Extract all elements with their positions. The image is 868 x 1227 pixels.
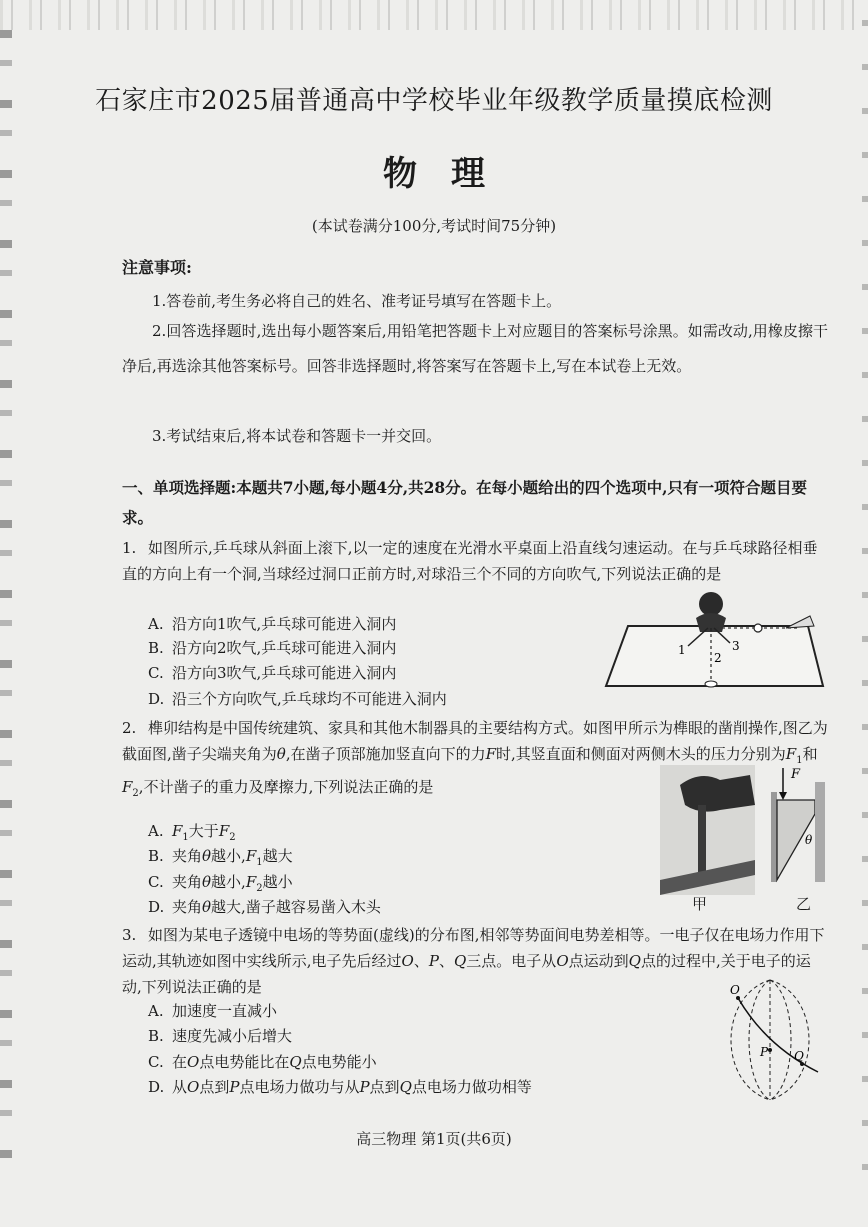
q2-option-b-label: B. <box>148 847 164 865</box>
label-dir-1: 1 <box>678 643 686 657</box>
q1-option-d-label: D. <box>148 690 165 708</box>
f2-symbol: F <box>122 778 133 796</box>
question-2-stem-1: 榫卯结构是中国传统建筑、家具和其他木制器具的主要结构方式。如图甲所示为榫眼的凿削操作,图乙为截面图,凿子尖端夹角为 <box>122 719 828 763</box>
question-3-stem-6: 点的过程中,关于电子的运动,下列说法正确的是 <box>122 952 811 996</box>
q2-option-d-pre: 夹角 <box>172 898 203 916</box>
q2-option-a-sub2: 2 <box>229 832 236 843</box>
q2-option-b-sub2: 1 <box>256 857 263 868</box>
slope <box>786 616 814 628</box>
q2-option-c-pre: 夹角 <box>172 873 203 891</box>
q3-option-d-v3: P <box>359 1078 370 1096</box>
q3-option-d[interactable] <box>148 1074 532 1100</box>
q3-option-d-post: 点电场力做功相等 <box>411 1078 532 1096</box>
q2-option-c-var: θ <box>202 873 212 891</box>
question-3-number: 3. <box>122 926 137 944</box>
q3-option-c-label: C. <box>148 1053 164 1071</box>
q1-option-a-label: A. <box>148 615 164 633</box>
label-jia: 甲 <box>692 895 708 913</box>
q3-option-a[interactable] <box>148 998 277 1024</box>
f1-subscript: 1 <box>796 755 803 766</box>
exam-info: (本试卷满分100分,考试时间75分钟) <box>311 217 557 235</box>
q2-option-c-sub2: 2 <box>256 883 263 894</box>
q3-option-d-label: D. <box>148 1078 165 1096</box>
electron-trajectory <box>738 998 818 1072</box>
force-label: F <box>791 767 801 782</box>
question-1-stem: 如图所示,乒乓球从斜面上滚下,以一定的速度在光滑水平桌面上沿直线匀速运动。在与乒乓球路径相垂直的方向上有一个洞,当球经过洞口正前方时,对球沿三个不同的方向吹气,下列说法正确的是 <box>122 539 818 583</box>
q3-option-d-v4: Q <box>399 1078 412 1096</box>
q3-option-d-pre: 从 <box>172 1078 188 1096</box>
q1-option-c-text: 沿方向3吹气,乒乓球可能进入洞内 <box>172 664 397 682</box>
point-p: P <box>428 952 439 970</box>
q3-option-d-v2: P <box>229 1078 240 1096</box>
q1-option-d[interactable] <box>148 686 447 712</box>
q2-figure-jia <box>660 765 755 895</box>
label-dir-2: 2 <box>714 651 722 665</box>
q2-option-d-label: D. <box>148 898 165 916</box>
q2-option-c-var2: F <box>245 873 257 891</box>
q3-option-c[interactable] <box>148 1049 377 1075</box>
scan-noise-right <box>862 20 868 1200</box>
q2-option-b-post: 越大 <box>262 847 293 865</box>
question-2-stem-3: 时,其竖直面和侧面对两侧木头的压力分别为 <box>496 745 786 763</box>
point-o: O <box>401 952 414 970</box>
q3-option-c-post: 点电势能小 <box>301 1053 377 1071</box>
q3-option-c-pre: 在 <box>172 1053 188 1071</box>
hands <box>680 775 755 812</box>
ping-pong-ball <box>754 624 762 632</box>
notice-item-2: 2.回答选择题时,选出每小题答案后,用铅笔把答题卡上对应题目的答案标号涂黑。如需改动,用橡皮擦干净后,再选涂其他答案标号。回答非选择题时,将答案写在答题卡上,写在本试卷上无效。 <box>122 322 828 375</box>
q1-figure-table <box>598 588 828 710</box>
q3-option-c-v2: Q <box>289 1053 302 1071</box>
label-p: P <box>760 1045 769 1059</box>
q1-option-b-label: B. <box>148 639 164 657</box>
equipotential-5 <box>770 980 809 1100</box>
q2-option-d-var: θ <box>202 898 212 916</box>
subject-title: 物理 <box>383 154 519 194</box>
q3-option-a-text: 加速度一直减小 <box>172 1002 278 1020</box>
f2-subscript: 2 <box>132 788 139 799</box>
question-2-stem-2: ,在凿子顶部施加竖直向下的力 <box>285 745 486 763</box>
q3-option-d-v1: O <box>187 1078 200 1096</box>
scan-noise-left <box>0 30 12 1180</box>
question-1-number: 1. <box>122 539 137 557</box>
q1-option-a-text: 沿方向1吹气,乒乓球可能进入洞内 <box>172 615 397 633</box>
q2-option-b-pre: 夹角 <box>172 847 203 865</box>
hole <box>705 681 717 687</box>
question-2-stem-4: 和 <box>802 745 818 763</box>
exam-title: 石家庄市2025届普通高中学校毕业年级教学质量摸底检测 <box>95 86 773 116</box>
q2-option-c-label: C. <box>148 873 164 891</box>
angle-label: θ <box>805 833 813 847</box>
right-wood <box>815 782 825 882</box>
q3-option-a-label: A. <box>148 1002 164 1020</box>
q3-figure-equipotential <box>708 976 832 1104</box>
q2-option-a-var: F <box>172 822 183 840</box>
equipotential-lines <box>731 980 809 1100</box>
notice-title: 注意事项: <box>122 258 192 277</box>
q3-option-b-label: B. <box>148 1027 164 1045</box>
person-head <box>699 592 723 616</box>
question-3-stem-2: 、 <box>413 952 429 970</box>
q3-option-b[interactable] <box>148 1023 292 1049</box>
q3-option-d-mid2: 点电场力做功与从 <box>239 1078 360 1096</box>
q2-option-b-var2: F <box>245 847 257 865</box>
q1-option-c-label: C. <box>148 664 164 682</box>
q2-option-a-sub: 1 <box>182 832 189 843</box>
chisel <box>698 805 706 875</box>
question-2-stem-5: ,不计凿子的重力及摩擦力,下列说法正确的是 <box>138 778 434 796</box>
theta-symbol: θ <box>276 745 286 763</box>
point-q: Q <box>453 952 467 970</box>
force-arrowhead <box>779 792 787 800</box>
q2-option-b-mid: 越小, <box>211 847 246 865</box>
label-yi: 乙 <box>796 895 812 913</box>
label-q: Q <box>794 1049 804 1063</box>
q2-option-c-mid: 越小, <box>211 873 246 891</box>
q3-option-d-mid3: 点到 <box>369 1078 400 1096</box>
f1-symbol: F <box>785 745 797 763</box>
q1-option-c[interactable] <box>148 660 396 686</box>
q2-option-b-var: θ <box>202 847 212 865</box>
point-o-2: O <box>556 952 569 970</box>
equipotential-2 <box>749 980 770 1100</box>
label-o: O <box>730 983 740 997</box>
q3-option-b-text: 速度先减小后增大 <box>172 1027 293 1045</box>
q2-option-d[interactable] <box>148 894 381 920</box>
q1-option-d-text: 沿三个方向吹气,乒乓球均不可能进入洞内 <box>172 690 447 708</box>
equipotential-4 <box>770 980 791 1100</box>
q3-option-c-mid: 点电势能比在 <box>199 1053 290 1071</box>
q2-option-c-post: 越小 <box>262 873 293 891</box>
q3-option-d-mid: 点到 <box>199 1078 230 1096</box>
point-p-marker <box>768 1048 772 1052</box>
notice-item-3: 3.考试结束后,将本试卷和答题卡一并交回。 <box>152 427 442 445</box>
question-1 <box>122 535 830 587</box>
question-3-stem-1: 如图为某电子透镜中电场的等势面(虚线)的分布图,相邻等势面间电势差相等。一电子仅在电场力作用下运动,其轨迹如图中实线所示,电子先后经过 <box>122 926 825 970</box>
section-1-title: 一、单项选择题:本题共7小题,每小题4分,共28分。在每小题给出的四个选项中,只有一项符合题目要求。 <box>122 478 808 527</box>
page-footer: 高三物理 第1页(共6页) <box>356 1130 512 1148</box>
question-3-stem-4: 三点。电子从 <box>466 952 557 970</box>
q1-option-a[interactable] <box>148 611 396 637</box>
notice-item-1: 1.答卷前,考生务必将自己的姓名、准考证号填写在答题卡上。 <box>152 292 562 310</box>
question-2-number: 2. <box>122 719 137 737</box>
question-3-stem-5: 点运动到 <box>568 952 629 970</box>
q2-option-a-mid: 大于 <box>188 822 219 840</box>
q1-option-b-text: 沿方向2吹气,乒乓球可能进入洞内 <box>172 639 397 657</box>
scan-noise-top <box>0 0 868 30</box>
q2-figure-yi <box>765 762 831 890</box>
force-symbol: F <box>485 745 497 763</box>
q2-option-d-mid: 越大,凿子越容易凿入木头 <box>211 898 381 916</box>
q2-option-a-label: A. <box>148 822 164 840</box>
point-q-2: Q <box>628 952 641 970</box>
left-wood <box>771 792 777 882</box>
q1-option-b[interactable] <box>148 635 396 661</box>
question-3-stem-3: 、 <box>438 952 454 970</box>
label-dir-3: 3 <box>732 639 740 653</box>
q2-option-a-var2: F <box>218 822 230 840</box>
q3-option-c-v1: O <box>187 1053 200 1071</box>
